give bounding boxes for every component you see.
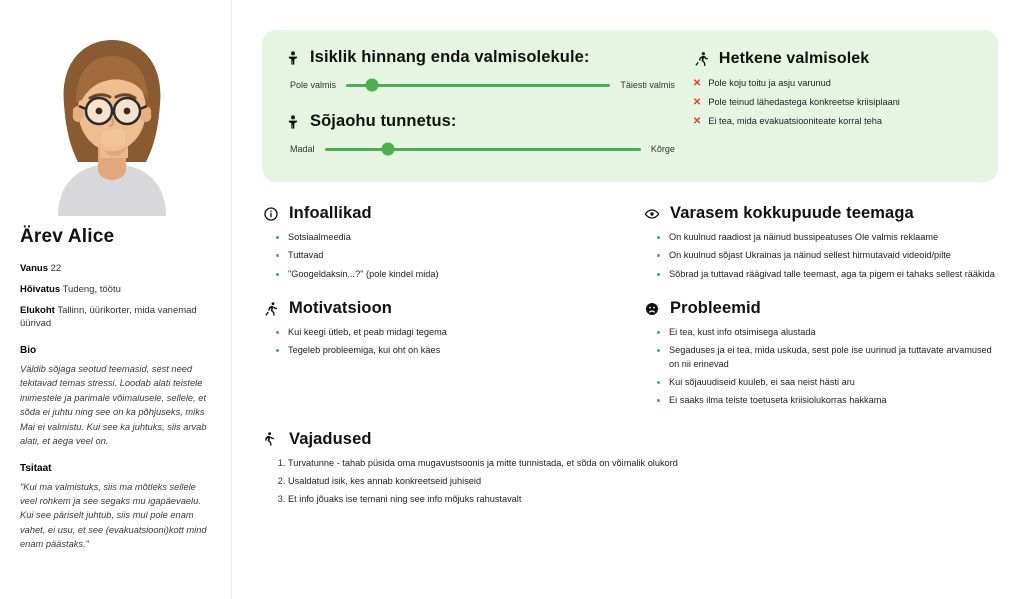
previous-contact-list: [643, 231, 998, 281]
problems-heading: [643, 299, 998, 318]
persona-sidebar: [0, 0, 232, 599]
list-item: • Kui keegi ütleb, et peab midagi tegema: [288, 326, 617, 339]
fact-label: Hõivatus: [20, 283, 61, 295]
fact-row: [20, 304, 213, 332]
details-columns: [262, 204, 998, 426]
bio-title: Bio: [20, 345, 37, 357]
readiness-slider-max-label: Täiesti valmis: [620, 80, 675, 90]
needs-list: [262, 457, 998, 507]
fact-row: [20, 262, 213, 276]
threat-heading: [284, 112, 675, 131]
persona-facts: [20, 262, 213, 331]
list-item: • "Googeldaksin...?" (pole kindel mida): [288, 268, 617, 281]
readiness-title: Isiklik hinnang enda valmisolekule:: [310, 48, 590, 66]
list-item-label: Pole koju toitu ja asju varunud: [708, 78, 831, 88]
sad-face-icon: [643, 300, 661, 318]
list-item: 1. Turvatunne - tahab püsida oma mugavustsoonis ja mitte tunnistada, et sõda on võimalik olukord: [288, 457, 998, 470]
current-state-heading: [693, 50, 976, 68]
infosources-block: [262, 204, 617, 281]
infosources-list: [262, 231, 617, 281]
threat-title: Sõjaohu tunnetus:: [310, 112, 457, 130]
readiness-sliders: [284, 48, 675, 160]
motivation-list: [262, 326, 617, 358]
readiness-heading: [284, 48, 675, 67]
problems-title: Probleemid: [670, 299, 761, 318]
needs-block: [262, 430, 998, 507]
previous-contact-heading: [643, 204, 998, 223]
readiness-slider-min-label: Pole valmis: [290, 80, 337, 90]
list-item: • Tuttavad: [288, 249, 617, 262]
x-mark-icon: ✕: [692, 97, 702, 108]
details-column-left: [262, 204, 617, 426]
list-item: • Segaduses ja ei tea, mida uskuda, sest pole ise uurinud ja tuttavate arvamused on nii erinevad: [669, 344, 998, 371]
current-state-list: [693, 78, 976, 128]
current-state-block: [693, 48, 976, 160]
threat-slider-track[interactable]: [325, 148, 641, 151]
needs-heading: [262, 430, 998, 449]
needs-icon: [262, 430, 280, 448]
avatar: [42, 30, 182, 216]
readiness-card: [262, 30, 998, 182]
x-mark-icon: ✕: [692, 116, 702, 127]
list-item: • On kuulnud sõjast Ukrainas ja näinud sellest hirmutavaid videoid/pilte: [669, 249, 998, 262]
threat-slider-knob[interactable]: [381, 143, 394, 156]
threat-slider[interactable]: [284, 144, 675, 154]
problems-list: [643, 326, 998, 408]
motivation-title: Motivatsioon: [289, 299, 392, 318]
infosources-heading: [262, 204, 617, 223]
fact-label: Elukoht: [20, 304, 55, 316]
list-item: • Ei saaks ilma teiste toetuseta kriisiolukorras hakkama: [669, 394, 998, 407]
details-column-right: [643, 204, 998, 426]
readiness-slider-track[interactable]: [346, 84, 610, 87]
running-person-icon: [693, 50, 711, 68]
fact-value: 22: [50, 263, 62, 274]
list-item: [693, 97, 976, 109]
list-item-label: Ei tea, mida evakuatsiooniteate korral teha: [708, 116, 882, 126]
persona-name: Ärev Alice: [20, 226, 115, 247]
previous-contact-title: Varasem kokkupuude teemaga: [670, 204, 914, 222]
quote-text: "Kui ma valmistuks, siis ma mõtleks sellele veel rohkem ja see segaks mu igapäevaelu. Kui see päriselt juhtub, siis mul pole enam vahet, ei usu, et see (evakuatsiooni)kott mind enam päästaks.": [20, 481, 207, 550]
readiness-slider-knob[interactable]: [366, 79, 379, 92]
list-item: 3. Et info jõuaks ise temani ning see info mõjuks rahustavalt: [288, 493, 998, 506]
list-item-label: Pole teinud lähedastega konkreetse kriisiplaani: [708, 97, 900, 107]
needs-title: Vajadused: [289, 429, 372, 448]
quote-title: Tsitaat: [20, 462, 52, 474]
list-item: • Sotsiaalmeedia: [288, 231, 617, 244]
motivation-block: [262, 299, 617, 358]
list-item: 2. Usaldatud isik, kes annab konkreetseid juhiseid: [288, 475, 998, 488]
motivation-heading: [262, 299, 617, 318]
threat-slider-min-label: Madal: [290, 144, 315, 154]
x-mark-icon: ✕: [692, 78, 702, 89]
eye-icon: [643, 205, 661, 223]
threat-slider-max-label: Kõrge: [650, 144, 675, 154]
previous-contact-block: [643, 204, 998, 281]
fact-label: Vanus: [20, 263, 48, 274]
person-icon: [284, 49, 302, 67]
bio-text: Väldib sõjaga seotud teemasid, sest need tekitavad temas stressi. Loodab alati teistele inimestele ja parimale võimalusele, sellele, et sõda ei juhtu ning see on ka põhjuseks, miks Mai ei valmistu. Kui see ka juhtuks, siis arvab alati, et aega veel on.: [20, 364, 207, 447]
fact-value: Tallinn, üürikorter, mida vanemad üürivad: [20, 304, 197, 330]
list-item: • Sõbrad ja tuttavad räägivad talle teemast, aga ta pigem ei tahaks sellest rääkida: [669, 268, 998, 281]
fact-value: Tudeng, töötu: [62, 283, 121, 295]
problems-block: [643, 299, 998, 408]
info-icon: [262, 205, 280, 223]
list-item: [693, 78, 976, 90]
fact-row: [20, 283, 213, 297]
list-item: • Ei tea, kust info otsimisega alustada: [669, 326, 998, 339]
list-item: [693, 116, 976, 128]
person-icon: [284, 113, 302, 131]
list-item: • On kuulnud raadiost ja näinud bussipeatuses Ole valmis reklaame: [669, 231, 998, 244]
readiness-slider[interactable]: [284, 80, 675, 90]
persona-main: [232, 0, 1024, 599]
list-item: • Tegeleb probleemiga, kui oht on käes: [288, 344, 617, 357]
infosources-title: Infoallikad: [289, 204, 372, 222]
avatar-illustration: [42, 30, 182, 216]
list-item: • Kui sõjauudiseid kuuleb, ei saa neist hästi aru: [669, 376, 998, 389]
motivation-icon: [262, 300, 280, 318]
current-state-title: Hetkene valmisolek: [718, 50, 870, 67]
